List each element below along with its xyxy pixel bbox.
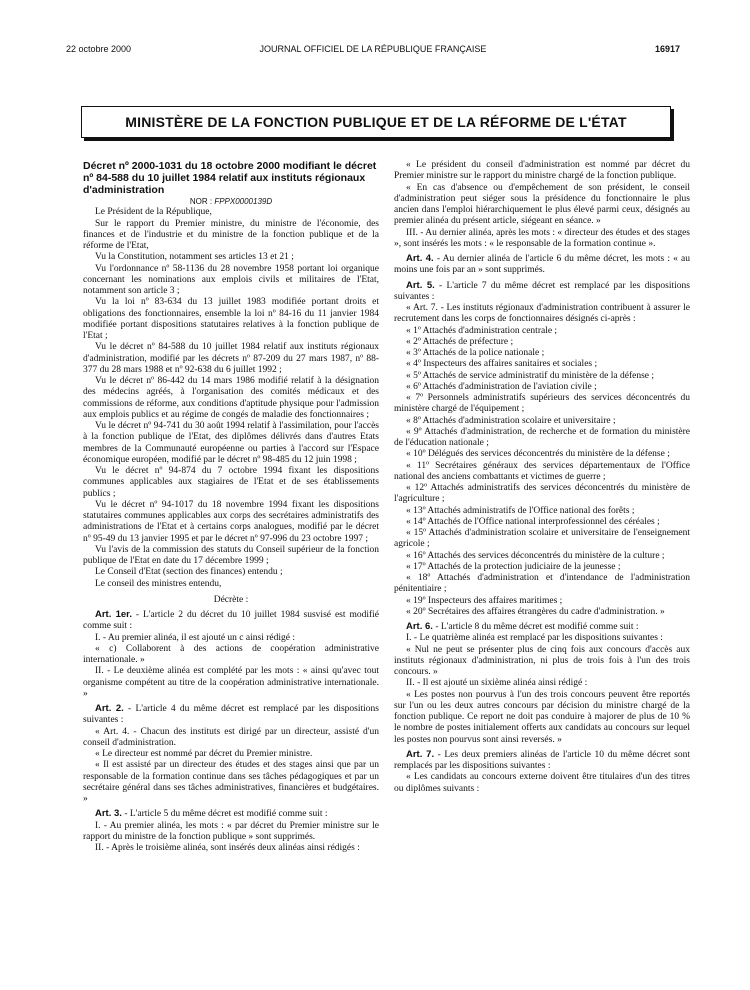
- list-item: « 17º Attachés de la protection judiciaire de la jeunesse ;: [406, 561, 621, 572]
- list-item: « 15º Attachés d'administration scolaire et universitaire de l'enseignement agricole ;: [394, 528, 690, 550]
- article-text: - L'article 2 du décret du 10 juillet 1984 susvisé est modifié comme suit :: [83, 610, 379, 632]
- list-item: « 9º Attachés d'administration, de recherche et de formation du ministère de l'éducation nationale ;: [394, 426, 690, 448]
- running-header: [66, 44, 680, 58]
- list-item: « 18º Attachés d'administration et d'intendance de l'administration pénitentiaire ;: [394, 573, 690, 595]
- list-item: « 6º Attachés d'administration de l'aviation civile ;: [406, 381, 597, 392]
- list-item: « 13º Attachés administratifs de l'Office national des forêts ;: [406, 505, 635, 516]
- paragraph: « Nul ne peut se présenter plus de cinq fois aux concours d'accès aux instituts régionaux d'administration, ni plus de trois fois à l'un des trois concours. »: [394, 644, 690, 677]
- article-text: - L'article 5 du même décret est modifié comme suit :: [121, 809, 328, 820]
- paragraph: « Art. 7. - Les instituts régionaux d'administration contribuent à assurer le recrutement dans les corps de fonctionnaires désignés ci-après :: [394, 303, 690, 325]
- article-text: - L'article 8 du même décret est modifié comme suit :: [432, 622, 639, 632]
- left-column: [83, 160, 379, 972]
- ministry-title: MINISTÈRE DE LA FONCTION PUBLIQUE ET DE LA RÉFORME DE L'ÉTAT: [125, 114, 627, 130]
- decrete-heading: Décrète :: [213, 594, 249, 605]
- ministry-heading: [81, 106, 671, 138]
- journal-title: JOURNAL OFFICIEL DE LA RÉPUBLIQUE FRANÇAISE: [259, 44, 487, 54]
- article-1: [83, 609, 379, 633]
- paragraph: « Les candidats au concours externe doivent être titulaires d'un des titres ou diplômes suivants :: [394, 772, 690, 794]
- list-item: « 20º Secrétaires des affaires étrangères du cadre d'administration. »: [406, 606, 665, 617]
- paragraph: Vu le décret nº 84-588 du 10 juillet 1984 relatif aux instituts régionaux d'administration, modifié par les décrets nº 87-209 du 27 mars 1987, nº 88-377 du 28 mars 1988 et nº 92-638 du 6 juillet 1992 ;: [83, 342, 379, 375]
- list-item: « 7º Personnels administratifs supérieurs des services déconcentrés du ministère chargé de l'équipement ;: [394, 393, 690, 415]
- paragraph: « Les postes non pourvus à l'un des trois concours peuvent être reportés sur l'un ou les deux autres concours par décision du ministre chargé de la fonction publique. Ce report ne doit pas conduire à majorer de plus de 10 % le nombre de postes initialement offerts aux candidats au concours sur lequel les postes non pourvus sont ainsi reversés. »: [394, 689, 690, 745]
- list-item: « 3º Attachés de la police nationale ;: [406, 348, 545, 358]
- nor-code: FPPX0000139D: [214, 197, 273, 206]
- article-label: Art. 3.: [95, 808, 122, 820]
- paragraph: Vu le décret nº 94-1017 du 18 novembre 1994 fixant les dispositions statutaires communes applicables aux corps des secrétaires administratifs des administrations de l'Etat et à certains corps analogues, modifié par le décret nº 95-49 du 13 janvier 1995 et par le décret nº 97-996 du 23 octobre 1997 ;: [83, 499, 379, 544]
- paragraph: Vu le décret nº 94-874 du 7 octobre 1994 fixant les dispositions communes applicables aux stagiaires de l'Etat et de ses établissements publics ;: [83, 466, 379, 499]
- nor-label: NOR :: [189, 197, 215, 206]
- paragraph: « En cas d'absence ou d'empêchement de son président, le conseil d'administration peut siéger sous la présidence du fonctionnaire le plus ancien dans l'emploi hiérarchiquement le plus élevé parmi ceux, désignés au premier alinéa du présent article, siégeant en séance. »: [394, 182, 690, 227]
- list-item: « 12º Attachés administratifs des services déconcentrés du ministère de l'agriculture ;: [394, 483, 690, 505]
- page-number: 16917: [654, 44, 680, 54]
- paragraph: Vu la Constitution, notamment ses articles 13 et 21 ;: [95, 252, 294, 263]
- list-item: « 1º Attachés d'administration centrale ;: [406, 325, 558, 336]
- article-text: - L'article 4 du même décret est remplacé par les dispositions suivantes :: [83, 704, 379, 726]
- paragraph: I. - Au premier alinéa, les mots : « par décret du Premier ministre sur le rapport du ministre de la fonction publique » sont supprimés.: [83, 820, 379, 842]
- paragraph: Sur le rapport du Premier ministre, du ministre de l'économie, des finances et de l'industrie et du ministre de la fonction publique et de la réforme de l'Etat,: [83, 218, 379, 251]
- list-item: « 5º Attachés de service administratif du ministère de la défense ;: [406, 370, 655, 381]
- paragraph: III. - Au dernier alinéa, après les mots : « directeur des études et des stages », sont insérés les mots : « le responsable de la formation continue ».: [394, 227, 690, 249]
- article-label: Art. 7.: [406, 748, 435, 760]
- paragraph: II. - Il est ajouté un sixième alinéa ainsi rédigé :: [406, 678, 588, 689]
- paragraph: Vu la loi nº 83-634 du 13 juillet 1983 modifiée portant droits et obligations des fonctionnaires, ensemble la loi nº 84-16 du 11 janvier 1984 modifiée portant dispositions statutaires relatives à la fonction publique de l'Etat ;: [83, 297, 379, 341]
- article-text: - Au dernier alinéa de l'article 6 du même décret, les mots : « au moins une fois par an » sont supprimés.: [394, 254, 690, 276]
- paragraph: Vu l'ordonnance nº 58-1136 du 28 novembre 1958 portant loi organique concernant les nominations aux emplois civils et militaires de l'Etat, notamment son article 3 ;: [83, 263, 379, 296]
- article-6: [394, 621, 690, 633]
- list-item: « 8º Attachés d'administration scolaire et universitaire ;: [406, 415, 616, 426]
- article-5: [394, 280, 690, 304]
- paragraph: I. - Au premier alinéa, il est ajouté un c ainsi rédigé :: [95, 632, 295, 643]
- article-2: [83, 703, 379, 727]
- paragraph: « c) Collaborent à des actions de coopération administrative internationale. »: [83, 643, 379, 665]
- paragraph: « Il est assisté par un directeur des études et des stages ainsi que par un responsable de la formation continue dans ses tâches pédagogiques et par un secrétaire général dans ses tâches administratives, financières et budgétaires. »: [83, 760, 379, 804]
- list-item: « 14º Attachés de l'Office national interprofessionnel des céréales ;: [406, 516, 660, 527]
- article-4: [394, 253, 690, 277]
- list-item: « 10º Délégués des services déconcentrés du ministère de la défense ;: [406, 449, 670, 460]
- paragraph: I. - Le quatrième alinéa est remplacé par les dispositions suivantes :: [406, 633, 663, 644]
- paragraph: Le conseil des ministres entendu,: [95, 578, 222, 589]
- article-label: Art. 1er.: [95, 609, 132, 620]
- paragraph: II. - Après le troisième alinéa, sont insérés deux alinéas ainsi rédigés :: [95, 843, 360, 853]
- right-column: [394, 160, 690, 972]
- paragraph: Le Président de la République,: [95, 207, 212, 218]
- list-item: « 2º Attachés de préfecture ;: [406, 336, 514, 347]
- nor-reference: [83, 196, 379, 207]
- paragraph: « Le président du conseil d'administration est nommé par décret du Premier ministre sur le rapport du ministre chargé de la fonction publique.: [394, 160, 690, 182]
- article-label: Art. 5.: [406, 279, 435, 291]
- paragraph: II. - Le deuxième alinéa est complété par les mots : « ainsi qu'avec tout organisme compétent au titre de la coopération administrative internationale. »: [83, 666, 379, 699]
- list-item: « 16º Attachés des services déconcentrés du ministère de la culture ;: [406, 550, 665, 561]
- paragraph: Vu l'avis de la commission des statuts du Conseil supérieur de la fonction publique de l'Etat en date du 17 décembre 1999 ;: [83, 544, 379, 566]
- list-item: « 11º Secrétaires généraux des services départementaux de l'Office national des anciens combattants et victimes de guerre ;: [394, 460, 690, 482]
- list-item: « 4º Inspecteurs des affaires sanitaires et sociales ;: [406, 359, 598, 370]
- article-label: Art. 4.: [406, 253, 434, 264]
- article-3: [83, 808, 379, 820]
- paragraph: Le Conseil d'Etat (section des finances) entendu ;: [95, 567, 283, 578]
- paragraph: « Le directeur est nommé par décret du Premier ministre.: [95, 749, 313, 759]
- article-label: Art. 2.: [95, 703, 124, 714]
- article-text: - L'article 7 du même décret est remplacé par les dispositions suivantes :: [394, 280, 690, 302]
- header-date: 22 octobre 2000: [66, 44, 132, 54]
- paragraph: Vu le décret nº 86-442 du 14 mars 1986 modifié relatif à la désignation des médecins agréés, à l'organisation des comités médicaux et des commissions de réforme, aux conditions d'aptitude physique pour l'admission aux emplois publics et au régime de congés de maladie des fonctionnaires ;: [83, 376, 379, 420]
- paragraph: Vu le décret nº 94-741 du 30 août 1994 relatif à l'assimilation, pour l'accès à la fonction publique de l'Etat, des diplômes délivrés dans d'autres Etats membres de la Communauté européenne ou parties à l'accord sur l'Espace économique européen, modifié par le décret nº 98-485 du 12 juin 1998 ;: [83, 421, 379, 465]
- decree-title: Décret nº 2000-1031 du 18 octobre 2000 modifiant le décret nº 84-588 du 10 juillet 1984 relatif aux instituts régionaux d'administration: [83, 160, 377, 196]
- article-text: - Les deux premiers alinéas de l'article 10 du même décret sont remplacés par les dispositions suivantes :: [394, 749, 690, 771]
- list-item: « 19º Inspecteurs des affaires maritimes ;: [406, 595, 563, 606]
- paragraph: « Art. 4. - Chacun des instituts est dirigé par un directeur, assisté d'un conseil d'administration.: [83, 726, 379, 748]
- article-7: [394, 749, 690, 773]
- article-label: Art. 6.: [406, 621, 433, 632]
